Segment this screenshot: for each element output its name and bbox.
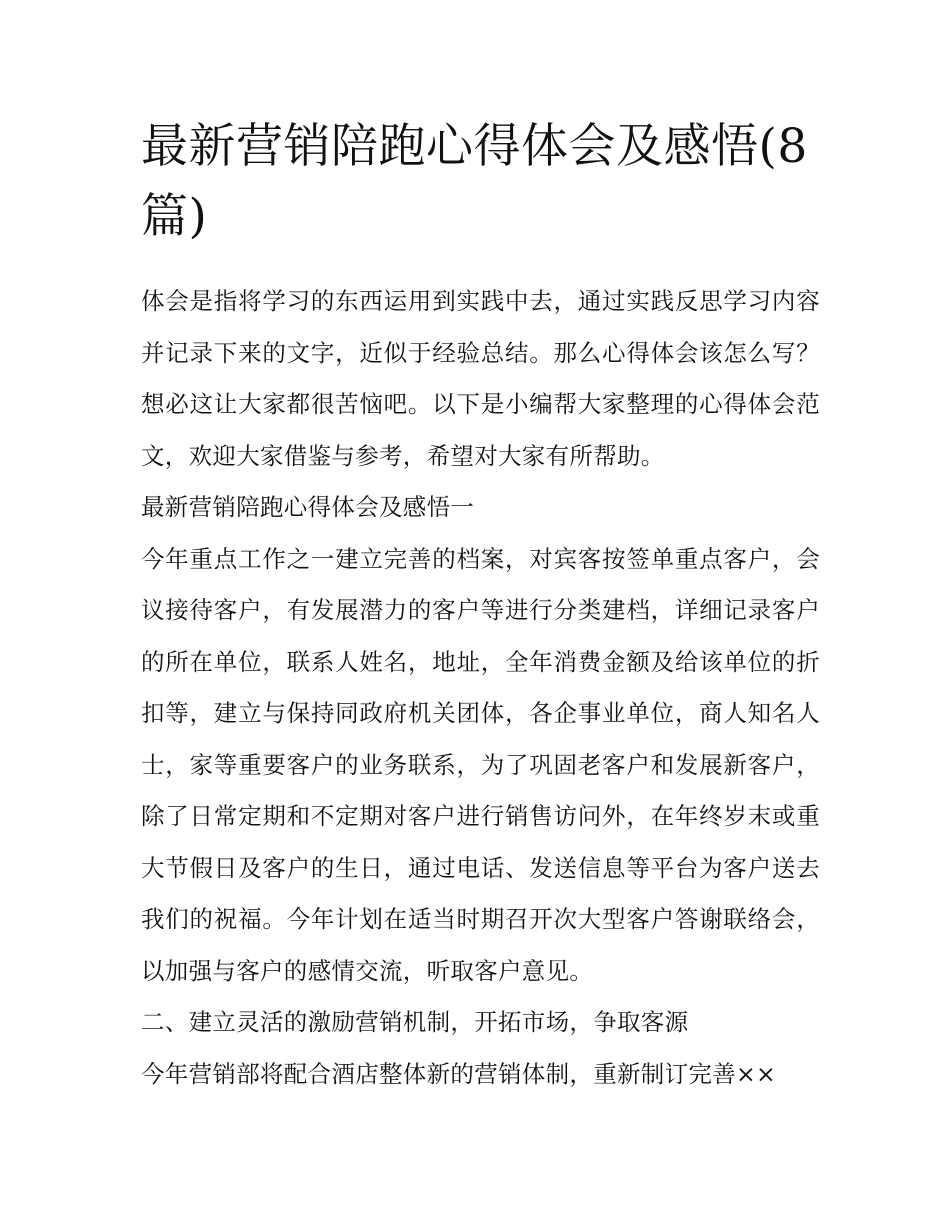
section-heading-1: 最新营销陪跑心得体会及感悟一 bbox=[141, 493, 475, 521]
intro-paragraph: 体会是指将学习的东西运用到实践中去，通过实践反思学习内容并记录下来的文字，近似于经验总结。那么心得体会该怎么写？想必这让大家都很苦恼吧。以下是小编帮大家整理的心得体会范文，欢迎大家借鉴与参考，希望对大家有所帮助。 bbox=[141, 287, 820, 470]
body-paragraph-truncated: 今年营销部将配合酒店整体新的营销体制，重新制订完善×× bbox=[141, 1059, 776, 1088]
body-paragraph: 今年重点工作之一建立完善的档案，对宾客按签单重点客户，会议接待客户，有发展潜力的客户等进行分类建档，详细记录客户的所在单位，联系人姓名，地址，全年消费金额及给该单位的折扣等，建立与保持同政府机关团体，各企事业单位，商人知名人士，家等重要客户的业务联系，为了巩固老客户和发展新客户，除了日常定期和不定期对客户进行销售访问外，在年终岁末或重大节假日及客户的生日，通过电话、发送信息等平台为客户送去我们的祝福。今年计划在适当时期召开次大型客户答谢联络会，以加强与客户的感情交流，听取客户意见。 bbox=[141, 544, 820, 985]
section-heading-2: 二、建立灵活的激励营销机制，开拓市场，争取客源 bbox=[141, 1008, 689, 1036]
document-body bbox=[141, 276, 820, 1100]
document-title: 最新营销陪跑心得体会及感悟(8篇) bbox=[141, 119, 808, 244]
